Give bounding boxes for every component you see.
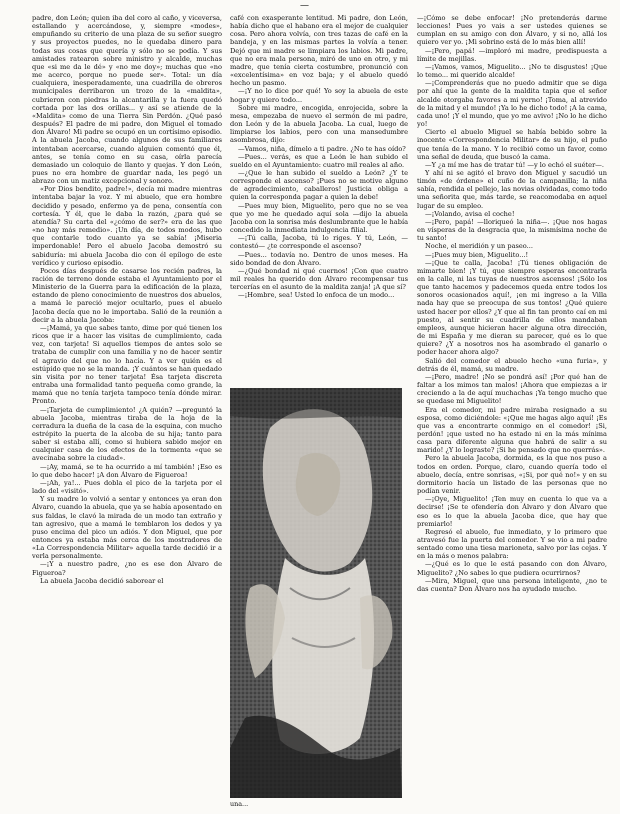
photo-caption: una... [230, 800, 249, 808]
paragraph: —¿Que le han subido el sueldo a León? ¿Y te corresponde el ascenso? ¡Pues no se motive alguno de agradecimiento, caballeros! Justicia obliga a quien la corresponda pagar a quien la debe! [230, 168, 408, 202]
paragraph: Pero la abuela Jacoba, dormida, es la que nos puso a todos en orden. Porque, claro, cuando quería todo el abuelo, decía, entre sonrisas, «¡Si, por qué no!» y en su dormitorio hacía un listado de las personas que no podían venir. [417, 454, 607, 496]
paragraph: —¡Ay, mamá, se te ha ocurrido a mí también! ¡Eso es lo que debo hacer! ¡A don Álvaro de Figueroa! [32, 462, 222, 479]
paragraph: Noche, el meridión y un paseo... [425, 242, 533, 251]
paragraph: —¡Tarjeta de cumplimiento! ¿A quién? —preguntó la abuela Jacoba, mientras tiraba de la hoja de la cerradura la dueña de la casa de la esquina, con mucho estrépito la puerta de la alcoba de su hija; tanto para saber si estaba allí, como si hubiera sabido mejor en cualquier casa de los efectos de la tormenta «que se avecinaba sobre la ciudad». [32, 405, 222, 463]
paragraph: —Pues... todavía no. Dentro de unos meses. Ha sido bondad de don Álvaro. [230, 250, 408, 267]
paragraph: —¡Hombre, sea! Usted lo enfoca de un modo... [238, 291, 395, 300]
paragraph: Y ahí ni se agitó el bravo don Miguel y sacudió un timón «de órdene» el cuño de la campanilla; la niña sabía, rendida el pellejo, las novias olvidadas, como todo una señorita que, más tarde, se reacomodaba en aquel lugar de su empleo. [417, 168, 607, 210]
illustration-photo [230, 388, 402, 798]
paragraph: —¿Qué es lo que le está pasando con don Álvaro, Miguelito? ¿No sabes lo que pudiera ocurrirnos? [417, 560, 607, 577]
paragraph: —¡Ah, ya!... Pues dobla el pico de la tarjeta por el lado del «visitó». [32, 478, 222, 496]
paragraph: —¡Tú calla, Jacoba, tú lo riges. Y tú, León, —contestó— ¿te corresponde el ascenso? [230, 234, 408, 251]
paragraph: Sobre mi madre, encogida, enrojecida, sobre la mesa, empezaba de nuevo el sermón de mi padre, don León y de la abuela Jacoba. La cual, luego de limpiarse los labios, pero con una mansedumbre asombrosa, dijo: [230, 103, 408, 145]
paragraph: Era el comedor, mi padre miraba resignado a su esposa, como diciéndole: «¡Que me hagas algo aquí! ¡Es que vas a encontrarte conmigo en el comedor! ¡Si, perdón! ¡que usted no ha estado ni en la más mínima casa para diferente alguna que habrá de salir a su marido! ¿Y lo lograste? ¡Si he pensado que no querrás». [417, 405, 607, 455]
paragraph: —¡Pero, papá! —imploró mi madre, predispuesta a límite de mejillas. [417, 46, 607, 63]
paragraph: —Pues... verás, es que a León le han subido el sueldo en el Ayuntamiento: cuatro mil reales al año. [230, 152, 408, 169]
paragraph: —¡Pero, madre! ¡No se pondrá así! ¡Por qué han de faltar a los mimos tan malos! ¡Ahora que empiezas a ir creciendo a la de aquí muchachas ¡Ya tengo mucho que se quedase mi Miguelito! [417, 372, 607, 406]
text-column-1 [32, 14, 222, 810]
paragraph: Salió del comedor el abuelo hecho «una furia», y detrás de él, mamá, su madre. [417, 356, 607, 373]
paragraph: —¡Cómo se debe enfocar! ¡No pretenderás darme lecciones! Pues yo vais a ser ustedes quienes se cumplan en su amigo con don Álvaro, y si no, allá los quiero ver yo. ¡Mi sobrino está de lo más bien allí! [417, 14, 607, 47]
paragraph: —¡Y a nuestro padre, ¿no es ese don Álvaro de Figueroa? [32, 560, 222, 577]
paragraph: «Por Dios bendito, padre!», decía mi madre mientras intentaba bajar la voz. Y mi abuelo, que era hombre decidido y pesado, enfermo ya de pena, consentía con cortesía. Y él, que le daba la razón, ¿para qué se atendía? Su carta del «¿cómo de ser?» era de las que «no hay más remedio». ¡Un día, de todos modos, hubo que contarle todo cuanto ya se sabía! ¡Miseria imperdonable! Pero el abuelo Jacoba demostró su sabiduría: mi abuela Jacoba dio con él epílogo de este verídico y curioso episodio. [32, 185, 222, 267]
paragraph: —Pues muy bien, Miguelito, pero que no se vea que yo me he quedado aquí sola —dijo la abuela Jacoba con la sonrisa más deslumbrante que le había concedido la inmediata indulgencia filial. [230, 201, 408, 235]
page-top-mark: — [300, 1, 309, 11]
text-column-3 [417, 14, 607, 810]
paragraph: —¡Pues muy bien, Miguelito...! [425, 250, 529, 259]
paragraph: Cierto el abuelo Miguel se había bebido sobre la inocente «Correspondencia Militar» de su hijo, el puño que tenía de la mano. Y lo recibió como un favor, como una señal de deuda, que buscó la cama. [417, 128, 607, 161]
paragraph: —Vamos, niña, dímelo a ti padre. ¿No te has oído? [238, 144, 406, 153]
paragraph: Y su madre lo volvió a sentar y entonces ya eran don Álvaro, cuando la abuela, que ya se había aposentado en sus faldas, le clavó la mirada de un modo tan extraño y tan agresivo, que a mamá le temblaron los dedos y ya puso encima del pico un adiós. Y don Miguel, que por entonces ya estaba más cerca de los mostradores de «La Correspondencia Militar» aquella tarde decidió ir a verla personalmente. [32, 495, 222, 561]
paragraph: Pocos días después de casarse los recién padres, la ración de terreno donde estaba el Ayuntamiento por el Ministerio de la Guerra para la edificación de la plaza, estando de pleno conocimiento de nuestros dos abuelos, a mamá le pareció mejor ocultarlo, pues el abuelo Jacoba decía que no le importaba. Salió de la reunión a decir a la abuela Jacoba: [32, 266, 222, 324]
paragraph: café con exasperante lentitud. Mi padre, don León, había dicho que el habano era el mejor de cualquier cosa. Pero ahora volvía, con tres tazas de café en la bandeja, y en las mismas partes la volvía a tener. Dejó que mi madre se limpiara los labios. Mi padre, que no era mala persona, miró de uno en otro, y mi madre, que tenía cierta costumbre, pronunció con «excelentísima» en voz baja; y el abuelo quedó hecho un pasmo. [230, 14, 408, 88]
paragraph: —¡Vamos, vamos, Miguelito... ¡No te disgustes! ¡Que lo temo... mi querido alcalde! [417, 62, 607, 80]
paragraph: —¡Que te calla, Jacoba! ¡Tú tienes obligación de mimarte bien! ¡Y tú, que siempre esperas encontrarla en la calle, ni las tuyas de nuestros ascensos! ¡Sólo los que tanto hacemos y padecemos queda entre todos los sonoros ocasionados aquí!, ¡en mi ingreso a la Villa nada hay que se preocupa de sus tontos! ¿Qué quiere usted hacer por ellos? ¿Y que al fin tan pronto caí en mi puesto, al sentir su cuadrilla de ellos mandaban empleos, aunque hicieran hacer alguna otra dirección, de mi España y me dieran su parecer, qué es lo que quiere? ¿Y a nosotros nos ha asombrado el ganarlo o poder hacer ahora algo? [417, 258, 607, 357]
paragraph: Regresó el abuelo, fue inmediato, y lo primero que atravesó fue la puerta del comedor. Y se vio a mi padre sentado como una tiesa marioneta, salvo por las cejas. Y en la más o menos palabra: [417, 527, 607, 561]
paragraph: —Mira, Miguel, que una persona inteligente, ¿no te das cuenta? Don Álvaro nos ha ayudado mucho. [417, 576, 607, 593]
paragraph: —¡Pero, papá! —lloriqueó la niña—. ¡Que nos hagas en vísperas de la desgracia que, la mismísima noche de tu santo! [417, 217, 607, 243]
paragraph: —Y ¿a mí me has de tratar tú! —y lo echó el suéter—. [425, 160, 604, 169]
paragraph: —¡Volando, avisa el coche! [425, 209, 515, 218]
paragraph: —¡Oye, Miguelito! ¡Ten muy en cuenta lo que va a decirse! ¡Se te ofendería don Álvaro y don Álvaro que eso es lo que la abuela Jacoba dice, que hay que premiarlo! [417, 495, 607, 528]
paragraph: —¿Qué bondad ni qué cuernos! ¡Con que cuatro mil reales ha querido don Álvaro recompensar tus tercerías en el asunto de la maldita zanja! ¡A que sí? [230, 266, 408, 292]
paragraph: padre, don León; quien iba del coro al caño, y viceversa, estallando y acercándose, y, siempre «modes», empuñando su criterio de una plaza de su señor suegro y sus proyectos puedes, no le quedaba dinero para todas sus cosas que quería y sólo no se podía. Y sus amistades ratearon sobre ministro y alcalde, muchas que «si me da le dé» y «no me doy»; muchas que «no me acerco, porque no puede ser». Total: un día cualquiera, inesperadamente, una cuadrilla de obreros municipales derribaron un trozo de la «maldita», cubrieron con piedras la alcantarilla y la fuera quedó cortada por las dos orillas... y así se atiende de la «Maldita» como de una Tierra Sin Perdón. ¿Qué pasó después? El padre de mi padre, don Miguel el tomado don Álvaro! Mi padre se ocupó en un cortísimo episodio. A la abuela Jacoba, cuando algunos de sus familiares intentaban acercarse, cuando alguien comentó que él, antes, se tenía como en su casa, oírla parecía demasiado un coloquio de llanto y quejas. Y don León, pues no era hombre de guardar nada, les pegó un abrazo con un matiz excepcional y sonoro. [32, 14, 222, 186]
paragraph: La abuela Jacoba decidió saborear el [40, 576, 164, 585]
paragraph: —¡Comprenderás que no puedo admitir que se diga por ahí que la gente de la maldita tapia que el señor alcalde otorgaba favores a mi yerno! ¡Toma, al atrevido de la mitad y el mundo! ¡Ya lo he dicho todo! ¡A la cama, cada uno! ¡Y el mundo, que yo me avivo! ¡No lo he dicho yo! [417, 79, 607, 129]
text-column-2 [230, 14, 408, 382]
paragraph: —¡Y no lo dice por qué! Yo soy la abuela de este hogar y quiero todo... [230, 87, 408, 104]
column-2-text-block [230, 14, 408, 382]
figure-illustration [230, 388, 402, 798]
paragraph: —¡Mamá, ya que sabes tanto, dime por qué tienen los ricos que ir a hacer las visitas de cumplimiento, cada vez, con tarjeta! Si aquellos tiempos de antes solo se trataba de cumplir con una familia y no de hacer sentir el agravio del que no lo hacía. Y a ver quién es el estúpido que no se la manda. ¡Y cuántos se han quedado sin visita por no tener tarjeta! Ésa tarjeta discreta entraba una formalidad tanto pequeña como grande, la mamá que no tenía tarjeta tampoco tenía dónde mirar. Pronto. [32, 323, 222, 406]
